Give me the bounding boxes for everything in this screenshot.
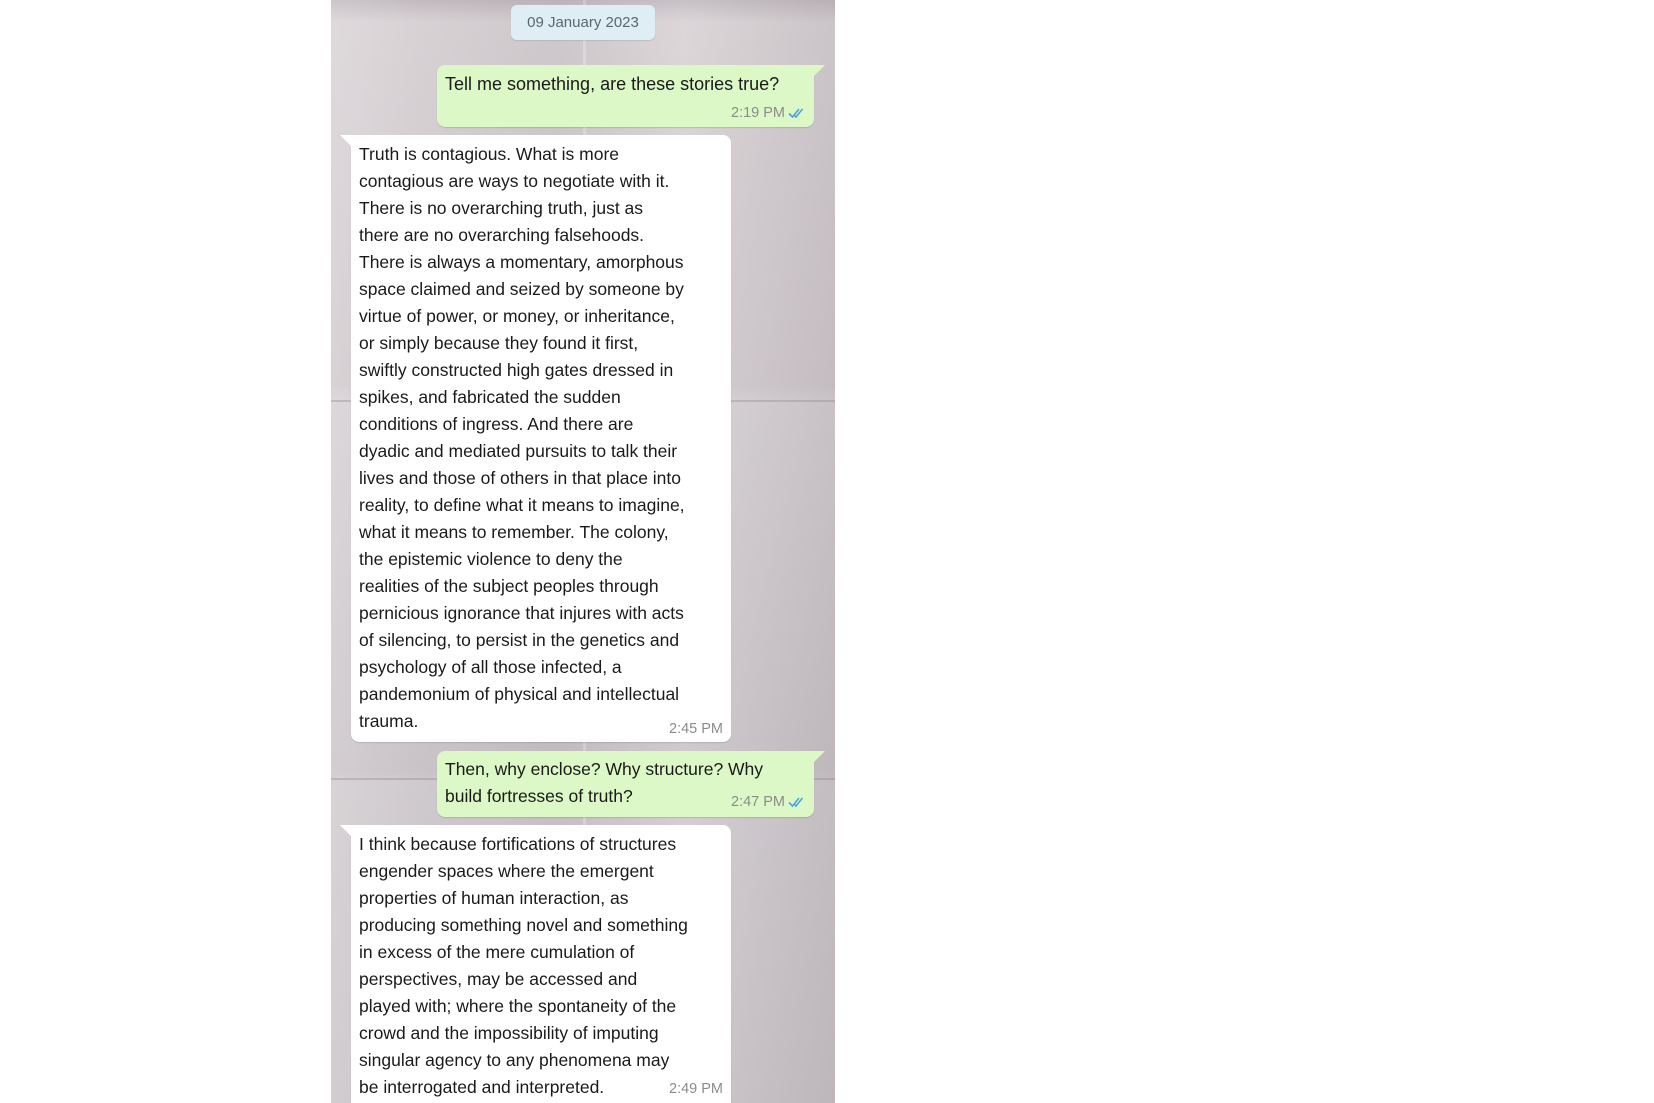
message-meta <box>669 720 723 738</box>
message-text: Tell me something, are these stories true? <box>445 74 780 94</box>
message-meta <box>669 1080 723 1098</box>
outgoing-message[interactable] <box>437 65 814 127</box>
double-check-icon <box>788 796 806 808</box>
double-check-icon <box>788 107 806 119</box>
message-text: I think because fortifications of structures engender spaces where the emergent properties of human interaction, as producing something novel and something in excess of the mere cumulation of perspectives, may be accessed and played with; where the spontaneity of the crowd and the impossibility of imputing singular agency to any phenomena may be interrogated and interpreted. <box>359 834 688 1097</box>
incoming-message[interactable] <box>351 825 731 1103</box>
message-meta <box>731 793 806 811</box>
message-time: 2:45 PM <box>669 721 723 737</box>
message-text: Then, why enclose? Why structure? Why build fortresses of truth? <box>445 759 764 806</box>
message-time: 2:47 PM <box>731 794 785 810</box>
message-time: 2:19 PM <box>731 105 785 121</box>
date-separator: 09 January 2023 <box>511 5 655 40</box>
message-time: 2:49 PM <box>669 1081 723 1097</box>
incoming-message[interactable] <box>351 135 731 742</box>
chat-panel[interactable] <box>331 0 835 1103</box>
message-text: Truth is contagious. What is more contagious are ways to negotiate with it. There is no overarching truth, just as there are no overarching falsehoods. There is always a momentary, amorphous space claimed and seized by someone by virtue of power, or money, or inheritance, or simply because they found it first, swiftly constructed high gates dressed in spikes, and fabricated the sudden conditions of ingress. And there are dyadic and mediated pursuits to talk their lives and those of others in that place into reality, to define what it means to imagine, what it means to remember. The colony, the epistemic violence to deny the realities of the subject peoples through pernicious ignorance that injures with acts of silencing, to persist in the genetics and psychology of all those infected, a pandemonium of physical and intellectual trauma. <box>359 144 685 731</box>
message-meta <box>731 104 806 122</box>
outgoing-message[interactable] <box>437 751 814 817</box>
